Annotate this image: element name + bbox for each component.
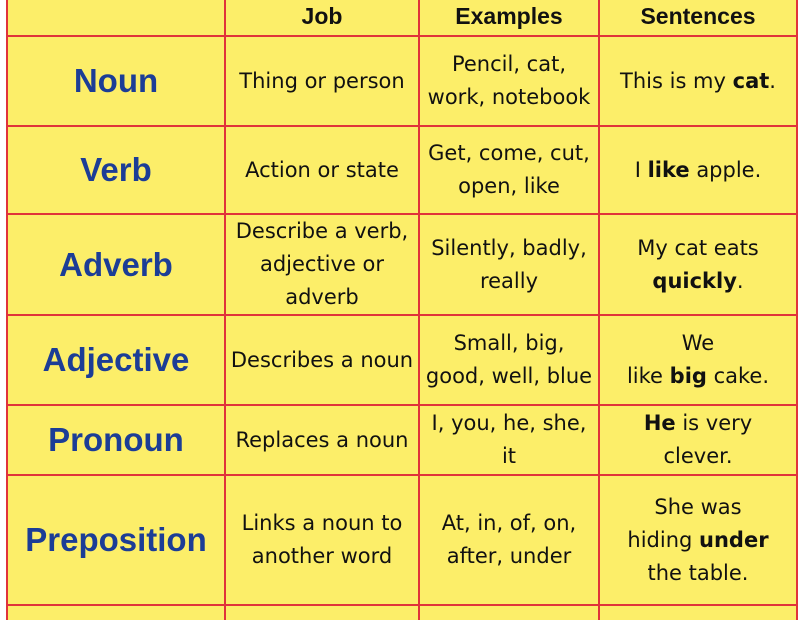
job-cell [225,315,419,405]
examples-cell [419,405,599,475]
sentence-text: the table. [647,560,749,585]
empty-cell [7,605,225,620]
job-line: adjective or [259,252,385,276]
empty-cell [225,605,419,620]
job-cell [225,36,419,126]
job-cell [225,126,419,214]
sentence-cell [599,214,797,315]
empty-cell [419,605,599,620]
job-line: another word [251,544,393,568]
examples-cell [419,126,599,214]
examples-cell [419,214,599,315]
example-line: Get, come, cut, [428,141,590,165]
examples-cell [419,475,599,605]
sentence-text: is very [675,411,753,435]
sentence-cell [599,126,797,214]
sentence-text: She was [654,494,742,519]
sentence-text: like [626,364,670,388]
header-examples: Examples [419,0,599,36]
part-of-speech-name: Noun [7,36,225,126]
example-line: Pencil, cat, [451,52,567,76]
sentence-highlight-word: like [647,157,690,182]
table-row [7,36,797,126]
sentence-text: cake. [706,364,770,388]
example-line: after, under [446,544,572,568]
sentence-highlight-word: quickly [652,268,737,293]
sentence-cell [599,475,797,605]
sentence-highlight-word: under [699,527,769,552]
example-line: I, you, he, she, it [431,411,587,468]
job-line: Action or state [245,157,399,182]
example-line: good, well, blue [425,364,593,388]
job-cell [225,405,419,475]
sentence-highlight-word: He [643,411,676,435]
job-line: Links a noun to [241,511,403,535]
part-of-speech-name: Adverb [7,214,225,315]
job-line: Describes a noun [230,347,414,372]
example-line: Small, big, [453,331,565,355]
sentence-text: clever. [663,444,733,468]
table-row [7,214,797,315]
sentence-text: This is my [620,68,733,93]
sentence-cell [599,405,797,475]
table-row [7,126,797,214]
header-job: Job [225,0,419,36]
job-line: Thing or person [239,68,405,93]
part-of-speech-name: Verb [7,126,225,214]
sentence-cell [599,315,797,405]
part-of-speech-name: Preposition [7,475,225,605]
examples-cell [419,315,599,405]
sentence-text: hiding [627,527,700,552]
table-body [7,36,797,620]
table-row [7,475,797,605]
example-line: open, like [458,174,560,198]
example-line: At, in, of, on, [441,511,577,535]
sentence-highlight-word: cat [732,68,770,93]
sentence-cell [599,36,797,126]
header-part-of-speech [7,0,225,36]
empty-cell [599,605,797,620]
job-cell [225,475,419,605]
parts-of-speech-table [6,0,798,620]
example-line: work, notebook [427,85,591,109]
example-line: really [479,268,539,293]
job-line: Describe a verb, [235,219,409,243]
table-row [7,605,797,620]
examples-cell [419,36,599,126]
sentence-text: We [681,331,715,355]
header-row [7,0,797,36]
sentence-highlight-word: big [669,364,707,388]
part-of-speech-name: Adjective [7,315,225,405]
sentence-text: . [736,268,744,293]
sentence-text: I [634,157,648,182]
job-line: adverb [285,285,359,309]
part-of-speech-name: Pronoun [7,405,225,475]
job-line: Replaces a noun [235,427,409,452]
table-row [7,405,797,475]
example-line: Silently, badly, [431,235,587,260]
table-row [7,315,797,405]
job-cell [225,214,419,315]
header-sentences: Sentences [599,0,797,36]
sentence-text: apple. [689,157,762,182]
sentence-text: . [769,68,776,93]
sentence-text: My cat eats [637,235,759,260]
